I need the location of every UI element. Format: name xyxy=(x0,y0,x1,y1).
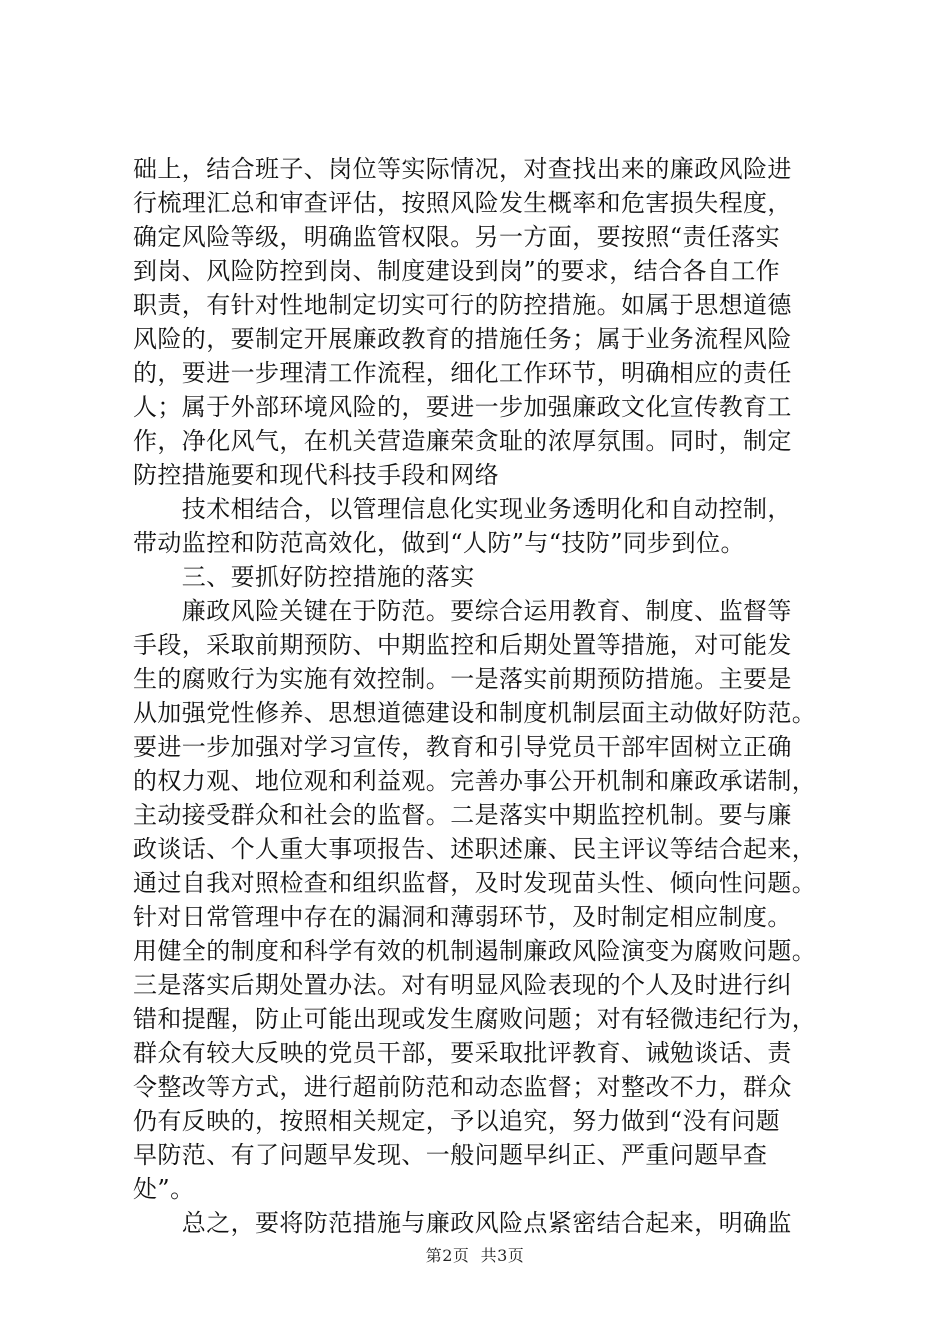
text-line: 职责，有针对性地制定切实可行的防控措施。如属于思想道德 xyxy=(133,291,792,319)
text-line: 政谈话、个人重大事项报告、述职述廉、民主评议等结合起来， xyxy=(133,835,817,863)
text-line: 的权力观、地位观和利益观。完善办事公开机制和廉政承诺制， xyxy=(133,767,817,795)
text-line: 从加强党性修养、思想道德建设和制度机制层面主动做好防范。 xyxy=(133,699,817,727)
text-line: 仍有反映的，按照相关规定，予以追究，努力做到“没有问题 xyxy=(133,1107,781,1135)
text-line: 廉政风险关键在于防范。要综合运用教育、制度、监督等 xyxy=(133,597,792,625)
text-line: 群众有较大反映的党员干部，要采取批评教育、诫勉谈话、责 xyxy=(133,1039,792,1067)
text-line: 主动接受群众和社会的监督。二是落实中期监控机制。要与廉 xyxy=(133,801,792,829)
text-line: 令整改等方式，进行超前防范和动态监督；对整改不力，群众 xyxy=(133,1073,792,1101)
text-line: 确定风险等级，明确监管权限。另一方面，要按照“责任落实 xyxy=(133,223,781,251)
text-line: 作，净化风气，在机关营造廉荣贪耻的浓厚氛围。同时，制定 xyxy=(133,427,792,455)
text-line: 错和提醒，防止可能出现或发生腐败问题；对有轻微违纪行为， xyxy=(133,1005,817,1033)
text-line: 早防范、有了问题早发现、一般问题早纠正、严重问题早查 xyxy=(133,1141,768,1169)
text-line: 行梳理汇总和审查评估，按照风险发生概率和危害损失程度， xyxy=(133,189,792,217)
text-line: 人；属于外部环境风险的，要进一步加强廉政文化宣传教育工 xyxy=(133,393,792,421)
text-line: 带动监控和防范高效化，做到“人防”与“技防”同步到位。 xyxy=(133,529,745,557)
text-line: 总之，要将防范措施与廉政风险点紧密结合起来，明确监 xyxy=(133,1209,792,1237)
text-line: 用健全的制度和科学有效的机制遏制廉政风险演变为腐败问题。 xyxy=(133,937,817,965)
text-line: 风险的，要制定开展廉政教育的措施任务；属于业务流程风险 xyxy=(133,325,792,353)
body-text xyxy=(133,152,833,1240)
text-line: 三是落实后期处置办法。对有明显风险表现的个人及时进行纠 xyxy=(133,971,792,999)
section-heading: 三、要抓好防控措施的落实 xyxy=(133,563,475,591)
text-line: 处”。 xyxy=(133,1175,195,1203)
text-line: 通过自我对照检查和组织监督，及时发现苗头性、倾向性问题。 xyxy=(133,869,817,897)
page-footer xyxy=(0,1245,950,1267)
text-line: 针对日常管理中存在的漏洞和薄弱环节，及时制定相应制度。 xyxy=(133,903,792,931)
text-line: 础上，结合班子、岗位等实际情况，对查找出来的廉政风险进 xyxy=(133,155,792,183)
text-line: 的，要进一步理清工作流程，细化工作环节，明确相应的责任 xyxy=(133,359,792,387)
text-line: 技术相结合，以管理信息化实现业务透明化和自动控制， xyxy=(133,495,792,523)
text-line: 生的腐败行为实施有效控制。一是落实前期预防措施。主要是 xyxy=(133,665,792,693)
page-number-label: 第2页 共3页 xyxy=(425,1246,525,1265)
text-line: 到岗、风险防控到岗、制度建设到岗”的要求，结合各自工作 xyxy=(133,257,781,285)
text-line: 要进一步加强对学习宣传，教育和引导党员干部牢固树立正确 xyxy=(133,733,792,761)
text-line: 防控措施要和现代科技手段和网络 xyxy=(133,461,499,489)
text-line: 手段，采取前期预防、中期监控和后期处置等措施，对可能发 xyxy=(133,631,792,659)
